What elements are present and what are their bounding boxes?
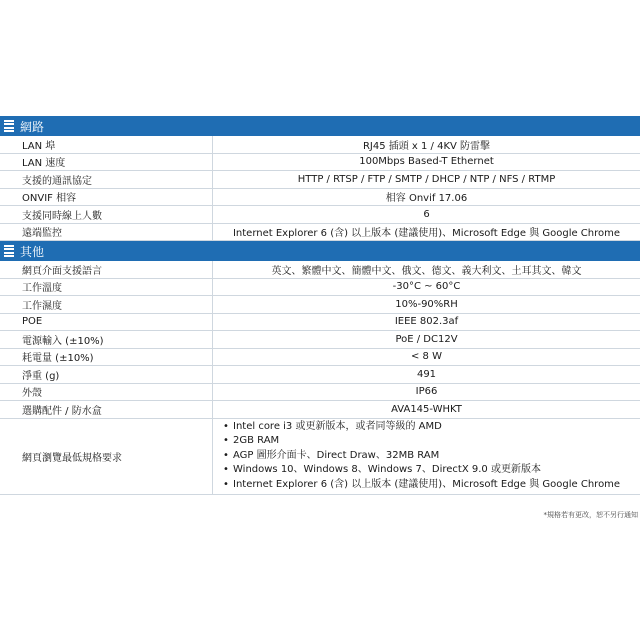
spec-label: 淨重 (g) (0, 366, 213, 383)
spec-row (0, 401, 640, 419)
spec-row (0, 171, 640, 189)
footnote: *規格若有更改，恕不另行通知 (543, 511, 638, 519)
bullet-dot: • (223, 435, 229, 447)
spec-value: HTTP / RTSP / FTP / SMTP / DHCP / NTP / NFS / RTMP (297, 173, 556, 185)
spec-label: LAN 速度 (0, 154, 213, 171)
spec-label: 支援的通訊協定 (0, 171, 213, 188)
spec-value: < 8 W (411, 351, 442, 363)
bullet-dot: • (223, 420, 229, 432)
spec-row (0, 224, 640, 242)
spec-label: LAN 埠 (0, 136, 213, 153)
spec-value: RJ45 插頭 x 1 / 4KV 防雷擊 (362, 140, 491, 152)
spec-row (0, 314, 640, 332)
spec-row (0, 189, 640, 207)
bullet-dot: • (223, 449, 229, 461)
spec-value-list (213, 419, 640, 494)
section-title: 網路 (20, 119, 45, 134)
list-item: • Internet Explorer 6 (含) 以上版本 (建議使用)、Microsoft Edge 與 Google Chrome (223, 478, 620, 493)
list-icon (4, 245, 14, 257)
requirement-list (223, 420, 620, 493)
spec-row (0, 349, 640, 367)
spec-row (0, 296, 640, 314)
list-item: • AGP 圖形介面卡、Direct Draw、32MB RAM (223, 449, 620, 464)
spec-value: IEEE 802.3af (394, 316, 459, 328)
spec-value: IP66 (415, 386, 438, 398)
section-header-other (0, 241, 640, 261)
spec-row (0, 279, 640, 297)
spec-label: 支援同時線上人數 (0, 206, 213, 223)
spec-value: 相容 Onvif 17.06 (385, 193, 468, 205)
list-item: • Intel core i3 或更新版本，或者同等級的 AMD (223, 420, 620, 435)
list-icon (4, 120, 14, 132)
spec-value: 491 (416, 368, 437, 380)
spec-value: 10%-90%RH (395, 298, 458, 310)
list-item: • Windows 10、Windows 8、Windows 7、DirectX 9.0 或更新版本 (223, 463, 620, 478)
spec-label: 遠端監控 (0, 224, 213, 241)
spec-value: 英文、繁體中文、簡體中文、俄文、德文、義大利文、土耳其文、韓文 (271, 265, 582, 277)
spec-row (0, 384, 640, 402)
spec-label: 外殼 (0, 384, 213, 401)
spec-row (0, 366, 640, 384)
spec-label: 耗電量 (±10%) (0, 349, 213, 366)
spec-label: POE (0, 314, 213, 331)
spec-label: 電源輸入 (±10%) (0, 331, 213, 348)
spec-row (0, 154, 640, 172)
list-item: • 2GB RAM (223, 434, 620, 449)
spec-value: 6 (423, 208, 430, 220)
bullet-dot: • (223, 464, 229, 476)
spec-label: 工作溫度 (0, 279, 213, 296)
section-header-network (0, 116, 640, 136)
spec-value: PoE / DC12V (395, 333, 458, 345)
spec-value: Internet Explorer 6 (含) 以上版本 (建議使用)、Microsoft Edge 與 Google Chrome (232, 228, 621, 240)
bullet-dot: • (223, 478, 229, 490)
spec-label: 選購配件 / 防水盒 (0, 401, 213, 418)
spec-label: 網頁瀏覽最低規格要求 (0, 419, 213, 494)
spec-row (0, 206, 640, 224)
spec-label: ONVIF 相容 (0, 189, 213, 206)
spec-label: 網頁介面支援語言 (0, 261, 213, 278)
spec-row (0, 331, 640, 349)
spec-value: 100Mbps Based-T Ethernet (359, 156, 494, 168)
spec-row (0, 261, 640, 279)
spec-row (0, 136, 640, 154)
spec-label: 工作濕度 (0, 296, 213, 313)
spec-sheet (0, 116, 640, 495)
spec-row-browser-requirements (0, 419, 640, 495)
section-title: 其他 (20, 244, 45, 259)
spec-value: AVA145-WHKT (391, 403, 462, 415)
spec-value: -30°C ~ 60°C (392, 281, 461, 293)
